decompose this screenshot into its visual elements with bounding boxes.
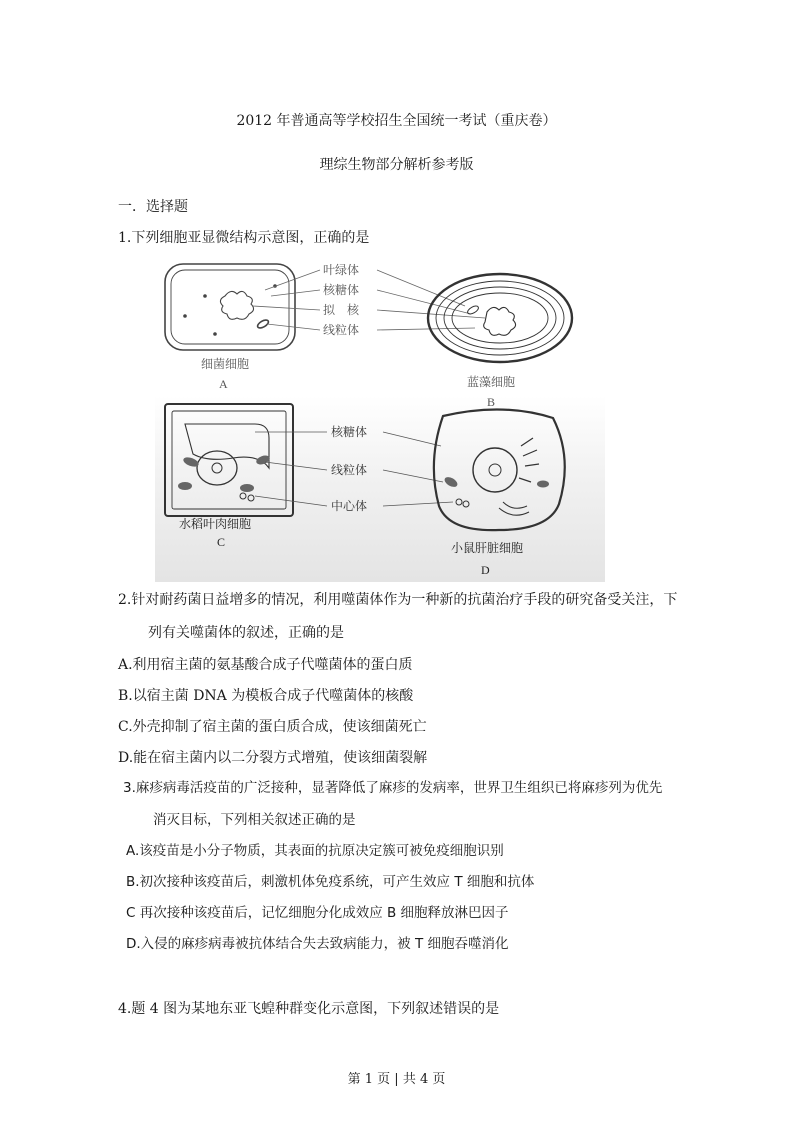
caption-cyanobacteria: 蓝藻细胞 <box>467 375 516 389</box>
question-2-option-d: D.能在宿主菌内以二分裂方式增殖，使该细菌裂解 <box>118 750 428 766</box>
question-2-option-c: C.外壳抑制了宿主菌的蛋白质合成，使该细菌死亡 <box>118 719 427 735</box>
question-3-option-c: C 再次接种该疫苗后，记忆细胞分化成效应 B 细胞释放淋巴因子 <box>126 905 509 921</box>
question-1-stem: 1.下列细胞亚显微结构示意图，正确的是 <box>118 230 370 246</box>
question-3-option-b: B.初次接种该疫苗后，刺激机体免疫系统，可产生效应 T 细胞和抗体 <box>126 874 535 890</box>
label-mitochondrion-top: 线粒体 <box>323 323 360 337</box>
cell-diagrams <box>155 256 605 582</box>
caption-d: D <box>481 563 490 577</box>
question-4-stem: 4.题 4 图为某地东亚飞蝗种群变化示意图，下列叙述错误的是 <box>118 1001 500 1017</box>
caption-a: A <box>219 377 228 391</box>
page-title: 2012 年普通高等学校招生全国统一考试（重庆卷） <box>236 113 557 129</box>
page-footer: 第 1 页 | 共 4 页 <box>347 1072 446 1087</box>
question-2-option-b: B.以宿主菌 DNA 为模板合成子代噬菌体的核酸 <box>118 688 414 704</box>
label-nucleoid: 拟 核 <box>323 303 360 317</box>
caption-mouse-liver: 小鼠肝脏细胞 <box>451 541 524 555</box>
question-3-option-d: D.入侵的麻疹病毒被抗体结合失去致病能力，被 T 细胞吞噬消化 <box>126 936 509 952</box>
question-2-option-a: A.利用宿主菌的氨基酸合成子代噬菌体的蛋白质 <box>118 657 413 673</box>
caption-bacteria: 细菌细胞 <box>201 357 250 371</box>
question-2-stem-line1: 2.针对耐药菌日益增多的情况，利用噬菌体作为一种新的抗菌治疗手段的研究备受关注，下 <box>118 592 678 608</box>
label-ribosome-top: 核糖体 <box>323 283 360 297</box>
caption-c: C <box>217 535 226 549</box>
caption-b: B <box>487 395 496 409</box>
label-ribosome-bottom: 核糖体 <box>331 425 368 439</box>
cyanobacteria-cell-drawing <box>428 274 572 362</box>
question-2-stem-line2: 列有关噬菌体的叙述，正确的是 <box>148 625 344 641</box>
label-centriole: 中心体 <box>331 499 368 513</box>
page-subtitle: 理综生物部分解析参考版 <box>319 157 474 173</box>
section-heading: 一．选择题 <box>118 199 188 215</box>
label-chloroplast: 叶绿体 <box>323 263 360 277</box>
caption-rice-leaf: 水稻叶肉细胞 <box>179 517 252 531</box>
question-3-stem-line2: 消灭目标，下列相关叙述正确的是 <box>153 812 356 828</box>
question-3-option-a: A.该疫苗是小分子物质，其表面的抗原决定簇可被免疫细胞识别 <box>126 843 504 859</box>
question-3-stem-line1: 3.麻疹病毒活疫苗的广泛接种，显著降低了麻疹的发病率，世界卫生组织已将麻疹列为优先 <box>123 780 663 796</box>
label-mitochondrion-bottom: 线粒体 <box>331 463 368 477</box>
cell-structure-figure <box>155 256 605 582</box>
